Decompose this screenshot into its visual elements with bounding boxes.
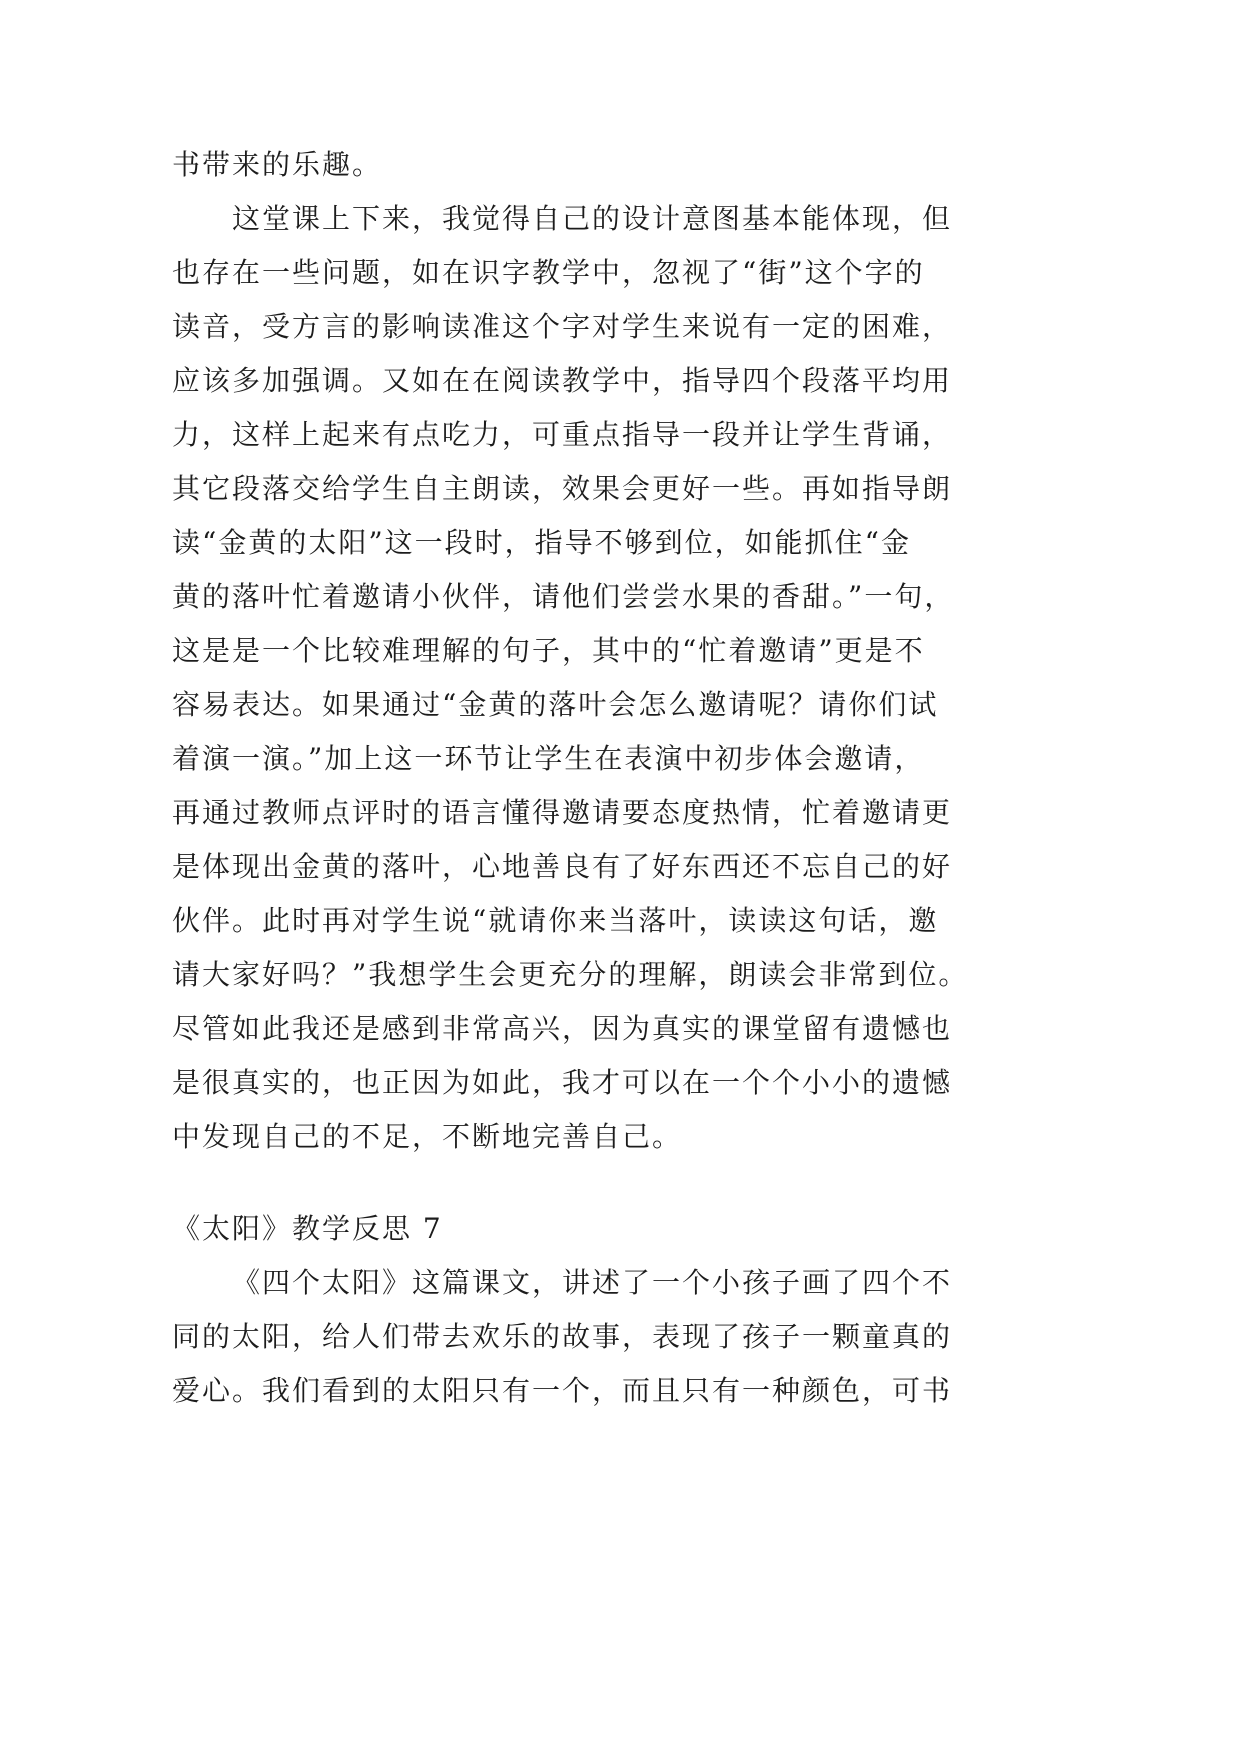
paragraph-line: 书带来的乐趣。 [172, 148, 383, 181]
paragraph-line: 其它段落交给学生自主朗读，效果会更好一些。再如指导朗 [172, 472, 953, 505]
paragraph-line: 力，这样上起来有点吃力，可重点指导一段并让学生背诵， [172, 418, 953, 451]
paragraph [172, 1256, 1172, 1418]
paragraph-line: 容易表达。如果通过“金黄的落叶会怎么邀请呢？请你们试 [172, 688, 939, 721]
paragraph-line: 爱心。我们看到的太阳只有一个，而且只有一种颜色，可书 [172, 1374, 953, 1407]
paragraph-line: 这堂课上下来，我觉得自己的设计意图基本能体现，但 [232, 202, 953, 235]
paragraph-line: 读“金黄的太阳”这一段时，指导不够到位，如能抓住“金 [172, 526, 911, 559]
paragraph-line: 尽管如此我还是感到非常高兴，因为真实的课堂留有遗憾也 [172, 1012, 953, 1045]
paragraph-line: 再通过教师点评时的语言懂得邀请要态度热情，忙着邀请更 [172, 796, 953, 829]
paragraph-line: 《四个太阳》这篇课文，讲述了一个小孩子画了四个不 [232, 1266, 953, 1299]
paragraph [172, 138, 1172, 192]
paragraph-line: 是很真实的，也正因为如此，我才可以在一个个小小的遗憾 [172, 1066, 953, 1099]
paragraph-line: 伙伴。此时再对学生说“就请你来当落叶，读读这句话，邀 [172, 904, 939, 937]
paragraph-line: 是体现出金黄的落叶，心地善良有了好东西还不忘自己的好 [172, 850, 953, 883]
paragraph-line: 中发现自己的不足，不断地完善自己。 [172, 1120, 683, 1153]
paragraph-line: 请大家好吗？”我想学生会更充分的理解，朗读会非常到位。 [172, 958, 969, 991]
paragraph-line: 这是是一个比较难理解的句子，其中的“忙着邀请”更是不 [172, 634, 925, 667]
paragraph-line: 也存在一些问题，如在识字教学中，忽视了“街”这个字的 [172, 256, 925, 289]
document-body [172, 138, 1172, 1418]
paragraph-line: 读音，受方言的影响读准这个字对学生来说有一定的困难， [172, 310, 953, 343]
paragraph-line: 黄的落叶忙着邀请小伙伴，请他们尝尝水果的香甜。”一句， [172, 580, 955, 613]
paragraph [172, 192, 1172, 1164]
section-heading: 《太阳》教学反思 7 [172, 1212, 443, 1245]
paragraph-line: 应该多加强调。又如在在阅读教学中，指导四个段落平均用 [172, 364, 953, 397]
paragraph-line: 同的太阳，给人们带去欢乐的故事，表现了孩子一颗童真的 [172, 1320, 953, 1353]
paragraph-line: 着演一演。”加上这一环节让学生在表演中初步体会邀请， [172, 742, 925, 775]
